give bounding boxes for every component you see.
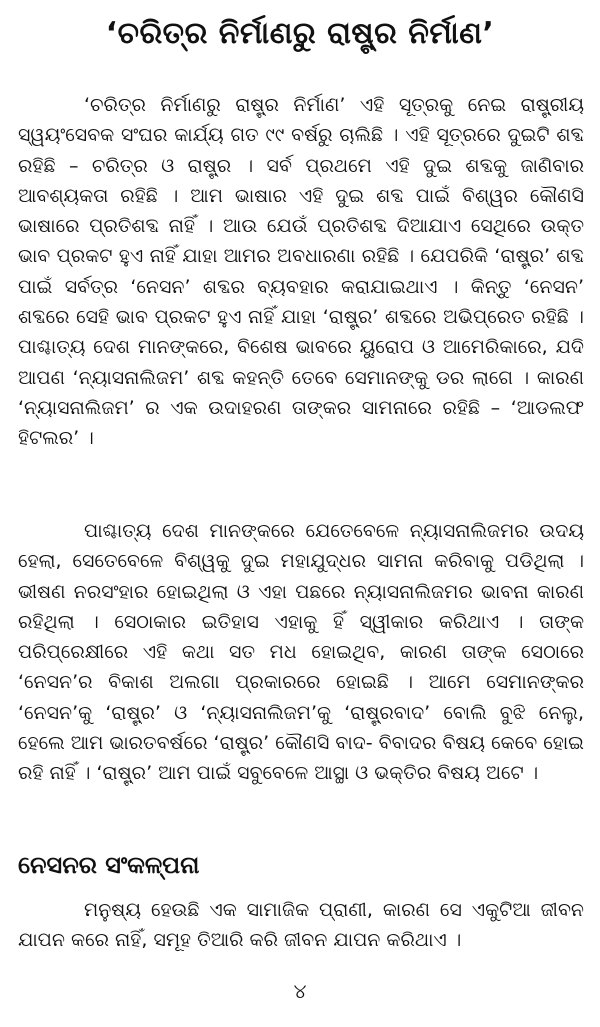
section-heading: ନେସନର ସଂକଳ୍ପନା xyxy=(18,851,200,879)
page-title: ‘ଚରିତ୍ର ନିର୍ମାଣରୁ ରାଷ୍ଟ୍ର ନିର୍ମାଣ’ xyxy=(105,16,495,51)
page-number: ୪ xyxy=(293,979,307,1003)
paragraph: ପାଶ୍ଚାତ୍ୟ ଦେଶ ମାନଙ୍କରେ ଯେତେବେଳେ ନ୍ୟାସନାଲିଜମର ଉଦୟ ହେଲା, ସେତେବେଳେ ବିଶ୍ୱକୁ ଦୁଇ ମହାଯୁଦ୍ଧର ସାମନା କରିବାକୁ ପଡିଥିଲା । ଭୀଷଣ ନରସଂହାର ହୋଇଥିଲା ଓ ଏହା ପଛରେ ନ୍ୟାସନାଲିଜମର ଭାବନା କାରଣ ରହିଥିଲା । ସେଠାକାର ଇତିହାସ ଏହାକୁ ହିଁ ସ୍ୱୀକାର କରିଥାଏ । ତାଙ୍କ ପରିପ୍ରେକ୍ଷୀରେ ଏହି କଥା ସତ ମଧ ହୋଇଥିବ, କାରଣ ତାଙ୍କ ସେଠାରେ ‘ନେସନ’ର ବିକାଶ ଅଲଗା ପ୍ରକାରରେ ହୋଇଛି । ଆମେ ସେମାନଙ୍କର ‘ନେସନ’କୁ ‘ରାଷ୍ଟ୍ର’ ଓ ‘ନ୍ୟାସନାଲିଜମ’କୁ ‘ରାଷ୍ଟ୍ରବାଦ’ ବୋଲି ବୁଝି ନେଲୁ, ହେଲେ ଆମ ଭାରତବର୍ଷରେ ‘ରାଷ୍ଟ୍ର’ କୌଣସି ବାଦ- ବିବାଦର ବିଷୟ କେବେ ହୋଇ ରହି ନାହିଁ । ‘ରାଷ୍ଟ୍ର’ ଆମ ପାଇଁ ସବୁବେଳେ ଆସ୍ଥା ଓ ଭକ୍ତିର ବିଷୟ ଅଟେ । xyxy=(18,520,584,785)
paragraph: ମନୁଷ୍ୟ ହେଉଛି ଏକ ସାମାଜିକ ପ୍ରାଣୀ, କାରଣ ସେ ଏକୁଟିଆ ଜୀବନ ଯାପନ କରେ ନାହିଁ, ସମୂହ ତିଆରି କରି ଜୀବନ ଯାପନ କରିଥାଏ । xyxy=(18,899,584,952)
paragraph: ‘ଚରିତ୍ର ନିର୍ମାଣରୁ ରାଷ୍ଟ୍ର ନିର୍ମାଣ’ ଏହି ସୂତ୍ରକୁ ନେଇ ରାଷ୍ଟ୍ରୀୟ ସ୍ୱୟଂସେବକ ସଂଘର କାର୍ଯ୍ୟ ଗତ ୯୯ ବର୍ଷରୁ ଚାଲିଛି । ଏହି ସୂତ୍ରରେ ଦୁଇଟି ଶବ୍ଦ ରହିଛି – ଚରିତ୍ର ଓ ରାଷ୍ଟ୍ର । ସର୍ବ ପ୍ରଥମେ ଏହି ଦୁଇ ଶବ୍ଦକୁ ଜାଣିବାର ଆବଶ୍ୟକତା ରହିଛି । ଆମ ଭାଷାର ଏହି ଦୁଇ ଶବ୍ଦ ପାଇଁ ବିଶ୍ୱର କୌଣସି ଭାଷାରେ ପ୍ରତିଶବ୍ଦ ନାହିଁ । ଆଉ ଯେଉଁ ପ୍ରତିଶବ୍ଦ ଦିଆଯାଏ ସେଥିରେ ଉକ୍ତ ଭାବ ପ୍ରକଟ ହୁଏ ନାହିଁ ଯାହା ଆମର ଅବଧାରଣା ରହିଛି । ଯେପରିକି ‘ରାଷ୍ଟ୍ର’ ଶବ୍ଦ ପାଇଁ ସର୍ବତ୍ର ‘ନେସନ’ ଶବ୍ଦର ବ୍ୟବହାର କରାଯାଇଥାଏ । କିନ୍ତୁ ‘ନେସନ’ ଶବ୍ଦରେ ସେହି ଭାବ ପ୍ରକଟ ହୁଏ ନାହିଁ ଯାହା ‘ରାଷ୍ଟ୍ର’ ଶବ୍ଦରେ ଅଭିପ୍ରେତ ରହିଛି । ପାଶ୍ଚାତ୍ୟ ଦେଶ ମାନଙ୍କରେ, ବିଶେଷ ଭାବରେ ୟୁରୋପ ଓ ଆମେରିକାରେ, ଯଦି ଆପଣ ‘ନ୍ୟାସନାଲିଜମ’ ଶବ୍ଦ କହନ୍ତି ତେବେ ସେମାନଙ୍କୁ ଡର ଲାଗେ । କାରଣ ‘ନ୍ୟାସନାଲିଜମ’ ର ଏକ ଉଦାହରଣ ତାଙ୍କର ସାମନାରେ ରହିଛି – ‘ଆଡଲଫ ହିଟଲର’ । xyxy=(18,94,584,450)
